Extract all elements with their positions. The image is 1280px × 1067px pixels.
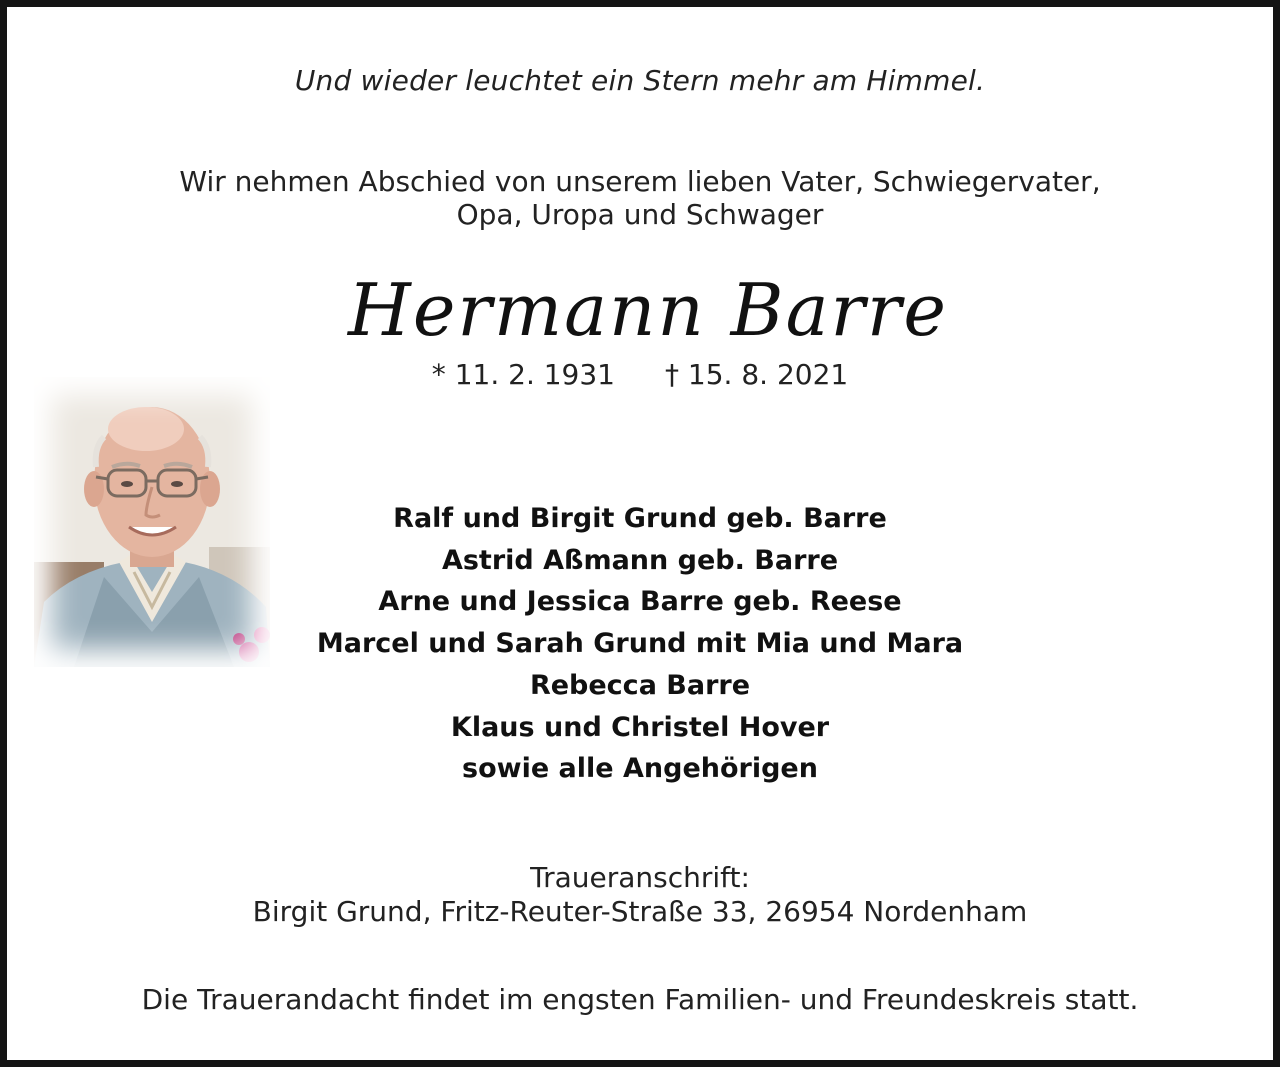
intro-line-2: Opa, Uropa und Schwager: [456, 198, 824, 231]
mourning-address: [0, 861, 1280, 929]
address-label: Traueranschrift:: [530, 861, 750, 894]
mourner-line: Marcel und Sarah Grund mit Mia und Mara: [316, 628, 964, 660]
service-notice: Die Trauerandacht findet im engsten Familien- und Freundeskreis statt.: [141, 983, 1139, 1016]
deceased-name: Hermann Barre: [348, 268, 948, 352]
mourner-line: sowie alle Angehörigen: [462, 753, 818, 785]
death-date: † 15. 8. 2021: [665, 358, 849, 391]
motto-text: Und wieder leuchtet ein Stern mehr am Himmel.: [294, 64, 986, 97]
intro-line-1: Wir nehmen Abschied von unserem lieben Vater, Schwiegervater,: [179, 165, 1101, 198]
mourner-line: Klaus und Christel Hover: [450, 711, 830, 743]
mourners-list: [0, 498, 1280, 790]
mourner-line: Rebecca Barre: [529, 669, 751, 701]
mourner-line: Arne und Jessica Barre geb. Reese: [378, 586, 902, 618]
birth-date: * 11. 2. 1931: [431, 358, 615, 391]
mourner-line: Astrid Aßmann geb. Barre: [441, 544, 839, 576]
address-line: Birgit Grund, Fritz-Reuter-Straße 33, 26954 Nordenham: [252, 895, 1028, 928]
mourner-line: Ralf und Birgit Grund geb. Barre: [393, 503, 887, 534]
intro-text: [0, 165, 1280, 231]
